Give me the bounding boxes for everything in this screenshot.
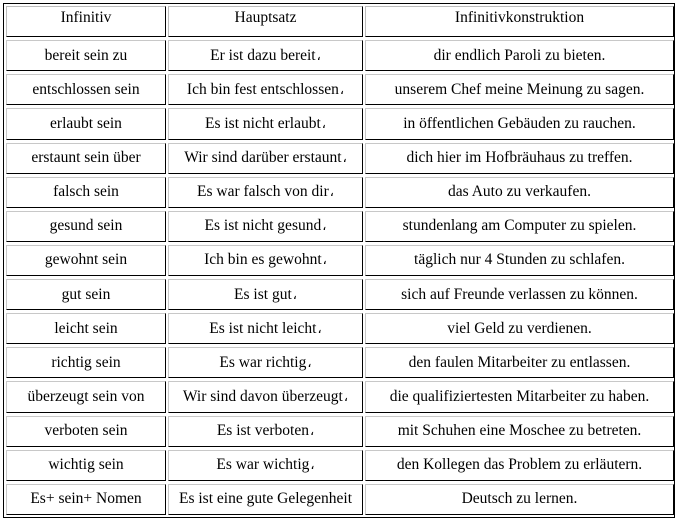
header-hauptsatz: Hauptsatz	[168, 6, 363, 37]
infinitivkonstruktion-cell-text: täglich nur 4 Stunden zu schlafen.	[414, 251, 625, 269]
hauptsatz-cell-text: Er ist dazu bereit	[210, 46, 316, 64]
infinitivkonstruktion-cell-text: unserem Chef meine Meinung zu sagen.	[394, 80, 645, 98]
comma-mark: ،	[321, 115, 326, 131]
hauptsatz-cell-text: Es ist nicht erlaubt	[205, 114, 321, 132]
infinitiv-cell	[6, 313, 166, 344]
infinitivkonstruktion-cell	[365, 143, 674, 174]
infinitiv-cell	[6, 416, 166, 447]
infinitiv-cell-text: gut sein	[61, 285, 111, 303]
hauptsatz-cell	[168, 40, 363, 71]
infinitiv-cell-text: richtig sein	[51, 353, 121, 371]
hauptsatz-cell-text: Es ist verboten	[216, 422, 309, 440]
hauptsatz-cell	[168, 245, 363, 276]
comma-mark: ،	[309, 423, 315, 439]
infinitiv-cell	[6, 450, 166, 481]
infinitivkonstruktion-cell	[365, 211, 674, 242]
comma-mark: ،	[322, 252, 327, 268]
infinitiv-cell-text: gesund sein	[49, 217, 123, 235]
infinitivkonstruktion-cell	[365, 416, 674, 447]
infinitiv-cell-text: Es+ sein+ Nomen	[30, 490, 142, 508]
hauptsatz-cell-text: Ich bin fest entschlossen	[186, 80, 339, 98]
infinitivkonstruktion-cell	[365, 484, 674, 515]
header-infinitivkonstruktion: Infinitivkonstruktion	[365, 6, 674, 37]
hauptsatz-cell-text: Es war richtig	[219, 353, 307, 371]
hauptsatz-cell	[168, 484, 363, 515]
infinitivkonstruktion-cell	[365, 245, 674, 276]
infinitivkonstruktion-cell-text: dich hier im Hofbräuhaus zu treffen.	[406, 149, 633, 167]
hauptsatz-cell-text: Es war falsch von dir	[197, 183, 329, 201]
hauptsatz-cell	[168, 74, 363, 105]
infinitivkonstruktion-cell	[365, 313, 674, 344]
hauptsatz-cell	[168, 381, 363, 412]
comma-mark: ،	[310, 457, 315, 473]
infinitiv-cell-text: gewohnt sein	[44, 251, 128, 269]
infinitiv-cell-text: falsch sein	[53, 183, 119, 201]
hauptsatz-cell-text: Es war wichtig	[216, 456, 310, 474]
infinitiv-cell	[6, 245, 166, 276]
infinitiv-cell-text: entschlossen sein	[32, 80, 140, 98]
hauptsatz-cell	[168, 416, 363, 447]
infinitivkonstruktion-cell-text: stundenlang am Computer zu spielen.	[402, 217, 637, 235]
hauptsatz-cell	[168, 143, 363, 174]
infinitiv-cell	[6, 347, 166, 378]
infinitiv-cell	[6, 40, 166, 71]
infinitiv-cell-text: erlaubt sein	[50, 114, 122, 132]
infinitiv-cell-text: leicht sein	[54, 319, 118, 337]
infinitiv-cell	[6, 211, 166, 242]
hauptsatz-cell	[168, 108, 363, 139]
infinitivkonstruktion-cell-text: den Kollegen das Problem zu erläutern.	[396, 456, 643, 474]
infinitivkonstruktion-cell-text: in öffentlichen Gebäuden zu rauchen.	[403, 114, 636, 132]
infinitiv-cell-text: bereit sein zu	[44, 46, 128, 64]
infinitiv-cell-text: erstaunt sein über	[31, 149, 141, 167]
hauptsatz-cell	[168, 313, 363, 344]
infinitiv-cell	[6, 279, 166, 310]
infinitivkonstruktion-cell	[365, 40, 674, 71]
hauptsatz-cell	[168, 347, 363, 378]
infinitivkonstruktion-cell	[365, 450, 674, 481]
infinitivkonstruktion-cell-text: Deutsch zu lernen.	[461, 490, 578, 508]
infinitiv-cell-text: wichtig sein	[48, 456, 124, 474]
hauptsatz-cell-text: Es ist gut	[234, 285, 292, 303]
infinitiv-cell	[6, 177, 166, 208]
infinitivkonstruktion-cell-text: sich auf Freunde verlassen zu können.	[401, 285, 638, 303]
grammar-table	[3, 3, 675, 518]
comma-mark: ،	[342, 150, 347, 166]
infinitivkonstruktion-cell-text: dir endlich Paroli zu bieten.	[433, 46, 606, 64]
infinitivkonstruktion-cell	[365, 108, 674, 139]
hauptsatz-cell	[168, 279, 363, 310]
infinitivkonstruktion-cell	[365, 279, 674, 310]
infinitivkonstruktion-cell-text: viel Geld zu verdienen.	[447, 319, 592, 337]
comma-mark: ،	[316, 47, 321, 63]
infinitiv-cell	[6, 143, 166, 174]
comma-mark: ،	[317, 320, 322, 336]
hauptsatz-cell	[168, 211, 363, 242]
comma-mark: ،	[343, 389, 349, 405]
infinitiv-cell	[6, 108, 166, 139]
hauptsatz-cell-text: Es ist eine gute Gelegenheit	[178, 490, 353, 508]
hauptsatz-cell	[168, 450, 363, 481]
hauptsatz-cell-text: Es ist nicht leicht	[209, 319, 317, 337]
hauptsatz-cell-text: Wir sind darüber erstaunt	[184, 149, 342, 167]
infinitivkonstruktion-cell-text: den faulen Mitarbeiter zu entlassen.	[408, 353, 631, 371]
hauptsatz-cell-text: Wir sind davon überzeugt	[182, 388, 343, 406]
comma-mark: ،	[339, 81, 345, 97]
header-infinitiv: Infinitiv	[6, 6, 166, 37]
comma-mark: ،	[307, 354, 312, 370]
infinitivkonstruktion-cell	[365, 347, 674, 378]
infinitiv-cell	[6, 74, 166, 105]
infinitivkonstruktion-cell	[365, 177, 674, 208]
infinitivkonstruktion-cell-text: die qualifiziertesten Mitarbeiter zu haben.	[389, 388, 650, 406]
infinitiv-cell	[6, 381, 166, 412]
comma-mark: ،	[329, 184, 334, 200]
infinitivkonstruktion-cell	[365, 74, 674, 105]
infinitiv-cell-text: verboten sein	[44, 422, 128, 440]
comma-mark: ،	[322, 218, 327, 234]
infinitiv-cell	[6, 484, 166, 515]
infinitivkonstruktion-cell	[365, 381, 674, 412]
hauptsatz-cell-text: Es ist nicht gesund	[204, 217, 322, 235]
hauptsatz-cell	[168, 177, 363, 208]
comma-mark: ،	[292, 286, 297, 302]
infinitivkonstruktion-cell-text: mit Schuhen eine Moschee zu betreten.	[397, 422, 642, 440]
infinitivkonstruktion-cell-text: das Auto zu verkaufen.	[448, 183, 591, 201]
infinitiv-cell-text: überzeugt sein von	[27, 388, 145, 406]
hauptsatz-cell-text: Ich bin es gewohnt	[204, 251, 322, 269]
